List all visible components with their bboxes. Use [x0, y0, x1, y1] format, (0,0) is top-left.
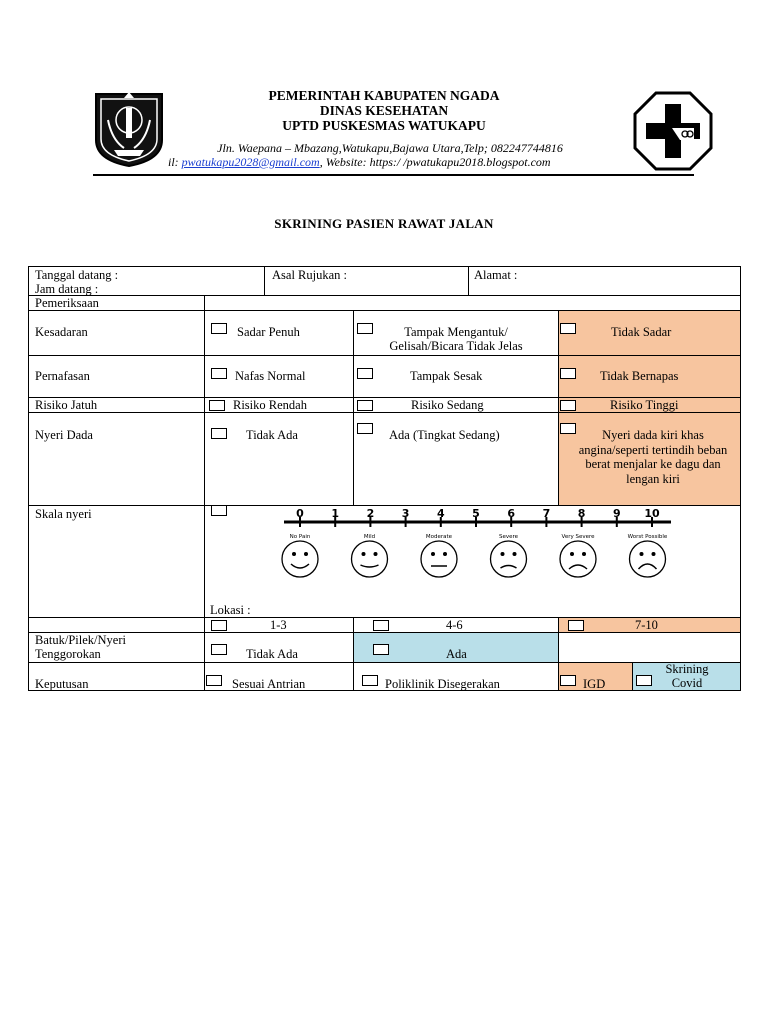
- header-government: PEMERINTAH KABUPATEN NGADA: [268, 88, 500, 103]
- label-kesadaran: Kesadaran: [35, 325, 88, 339]
- checkbox-tidak-sadar[interactable]: [560, 323, 576, 334]
- cell-skala-label: [28, 505, 205, 618]
- kabupaten-ngada-emblem-logo: [90, 90, 168, 168]
- option-batuk-ada: Ada: [446, 647, 467, 661]
- option-risiko-tinggi: Risiko Tinggi: [610, 398, 679, 412]
- checkbox-range-4-6[interactable]: [373, 620, 389, 631]
- pain-tick-label-3: 3: [401, 507, 410, 520]
- label-risiko-jatuh: Risiko Jatuh: [35, 398, 98, 412]
- option-sadar-penuh: Sadar Penuh: [237, 325, 300, 339]
- checkbox-tampak-sesak[interactable]: [357, 368, 373, 379]
- option-nyeri-tidak-ada: Tidak Ada: [246, 428, 298, 442]
- checkbox-nafas-normal[interactable]: [211, 368, 227, 379]
- pain-face-label-2: Moderate: [425, 534, 453, 540]
- pain-tick-label-6: 6: [507, 507, 516, 520]
- cell-range-empty: [28, 617, 205, 633]
- option-range-7-10: 7-10: [635, 618, 658, 632]
- checkbox-nyeri-tidak-ada[interactable]: [211, 428, 227, 439]
- pain-tick-label-0: 0: [296, 507, 304, 520]
- option-batuk-tidak-ada: Tidak Ada: [246, 647, 298, 661]
- option-skrining-covid: Skrining Covid: [665, 662, 709, 690]
- checkbox-risiko-tinggi[interactable]: [560, 400, 576, 411]
- checkbox-risiko-sedang[interactable]: [357, 400, 373, 411]
- pain-face-label-3: Severe: [498, 534, 519, 540]
- option-poliklinik-disegerakan: Poliklinik Disegerakan: [385, 677, 500, 691]
- option-range-4-6: 4-6: [446, 618, 463, 632]
- header-department: DINAS KESEHATAN: [319, 103, 449, 118]
- label-keputusan: Keputusan: [35, 677, 89, 691]
- option-tidak-sadar: Tidak Sadar: [611, 325, 672, 339]
- pain-face-label-4: Very Severe: [561, 534, 595, 540]
- pain-tick-label-2: 2: [366, 507, 375, 520]
- pain-face-label-5: Worst Possible: [627, 534, 668, 540]
- pain-tick-label-1: 1: [331, 507, 340, 520]
- checkbox-sadar-penuh[interactable]: [211, 323, 227, 334]
- website-text: , Website: https:/ /pwatukapu2018.blogspot.com: [319, 155, 551, 169]
- pain-face-4: [560, 534, 596, 577]
- cell-nyeri-dada-o1: [204, 412, 354, 506]
- puskesmas-logo: [632, 90, 714, 172]
- option-sesuai-antrian: Sesuai Antrian: [232, 677, 306, 691]
- checkbox-nyeri-ada[interactable]: [357, 423, 373, 434]
- pain-face-label-1: Mild: [363, 534, 376, 540]
- form-title: SKRINING PASIEN RAWAT JALAN: [274, 216, 494, 231]
- pain-tick-label-5: 5: [472, 507, 480, 520]
- checkbox-range-7-10[interactable]: [568, 620, 584, 631]
- label-pemeriksaan: Pemeriksaan: [35, 296, 99, 310]
- pain-face-0: [282, 534, 318, 577]
- pain-scale-faces: [282, 534, 668, 577]
- email-link[interactable]: pwatukapu2028@gmail.com: [181, 155, 320, 169]
- letterhead: [180, 88, 588, 133]
- letterhead-divider: [93, 174, 694, 176]
- option-nyeri-ada: Ada (Tingkat Sedang): [389, 428, 500, 442]
- checkbox-risiko-rendah[interactable]: [209, 400, 225, 411]
- option-risiko-rendah: Risiko Rendah: [233, 398, 307, 412]
- option-range-1-3: 1-3: [270, 618, 287, 632]
- option-tampak-sesak: Tampak Sesak: [410, 369, 483, 383]
- option-nyeri-khas-angina: Nyeri dada kiri khas angina/seperti tertindih beban berat menjalar ke dagu dan lengan kiri: [578, 428, 728, 486]
- label-nyeri-dada: Nyeri Dada: [35, 428, 93, 442]
- label-batuk: Batuk/Pilek/Nyeri Tenggorokan: [35, 633, 126, 661]
- cell-pemeriksaan-value: [204, 295, 741, 311]
- label-pernafasan: Pernafasan: [35, 369, 90, 383]
- checkbox-skala-nyeri[interactable]: [211, 505, 227, 516]
- option-tidak-bernapas: Tidak Bernapas: [600, 369, 679, 383]
- label-lokasi: Lokasi :: [210, 603, 251, 617]
- pain-face-3: [491, 534, 527, 577]
- label-jam: Jam datang :: [35, 282, 99, 296]
- checkbox-range-1-3[interactable]: [211, 620, 227, 631]
- label-alamat: Alamat :: [474, 268, 518, 282]
- checkbox-igd[interactable]: [560, 675, 576, 686]
- option-risiko-sedang: Risiko Sedang: [411, 398, 484, 412]
- cell-nyeri-dada-o2: [353, 412, 559, 506]
- checkbox-skrining-covid[interactable]: [636, 675, 652, 686]
- pain-tick-label-8: 8: [577, 507, 586, 520]
- pain-face-label-0: No Pain: [289, 534, 311, 540]
- checkbox-batuk-ada[interactable]: [373, 644, 389, 655]
- option-tampak-mengantuk: Tampak Mengantuk/ Gelisah/Bicara Tidak Jelas: [389, 325, 523, 353]
- pain-scale-ticks: [296, 507, 660, 527]
- label-skala-nyeri: Skala nyeri: [35, 507, 92, 521]
- checkbox-tidak-bernapas[interactable]: [560, 368, 576, 379]
- pain-tick-label-9: 9: [612, 507, 621, 520]
- pain-face-5: [628, 534, 668, 577]
- option-igd: IGD: [583, 677, 606, 691]
- label-tanggal: Tanggal datang :: [35, 268, 119, 282]
- header-puskesmas: UPTD PUSKESMAS WATUKAPU: [282, 118, 486, 133]
- pain-tick-label-10: 10: [644, 507, 660, 520]
- option-nafas-normal: Nafas Normal: [235, 369, 306, 383]
- pain-tick-label-4: 4: [436, 507, 445, 520]
- pain-tick-label-7: 7: [542, 507, 551, 520]
- header-contact: il: pwatukapu2028@gmail.com, Website: https:/ /pwatukapu2018.blogspot.com: [168, 155, 551, 169]
- header-address: Jln. Waepana – Mbazang,Watukapu,Bajawa Utara,Telp; 082247744816: [217, 141, 563, 155]
- cell-nyeri-dada-label: [28, 412, 205, 506]
- pain-scale-image: [266, 506, 676, 590]
- label-asal: Asal Rujukan :: [272, 268, 347, 282]
- checkbox-sesuai-antrian[interactable]: [206, 675, 222, 686]
- checkbox-poliklinik-disegerakan[interactable]: [362, 675, 378, 686]
- cell-batuk-empty: [558, 632, 741, 663]
- pain-face-1: [352, 534, 388, 577]
- pain-face-2: [421, 534, 457, 577]
- checkbox-batuk-tidak-ada[interactable]: [211, 644, 227, 655]
